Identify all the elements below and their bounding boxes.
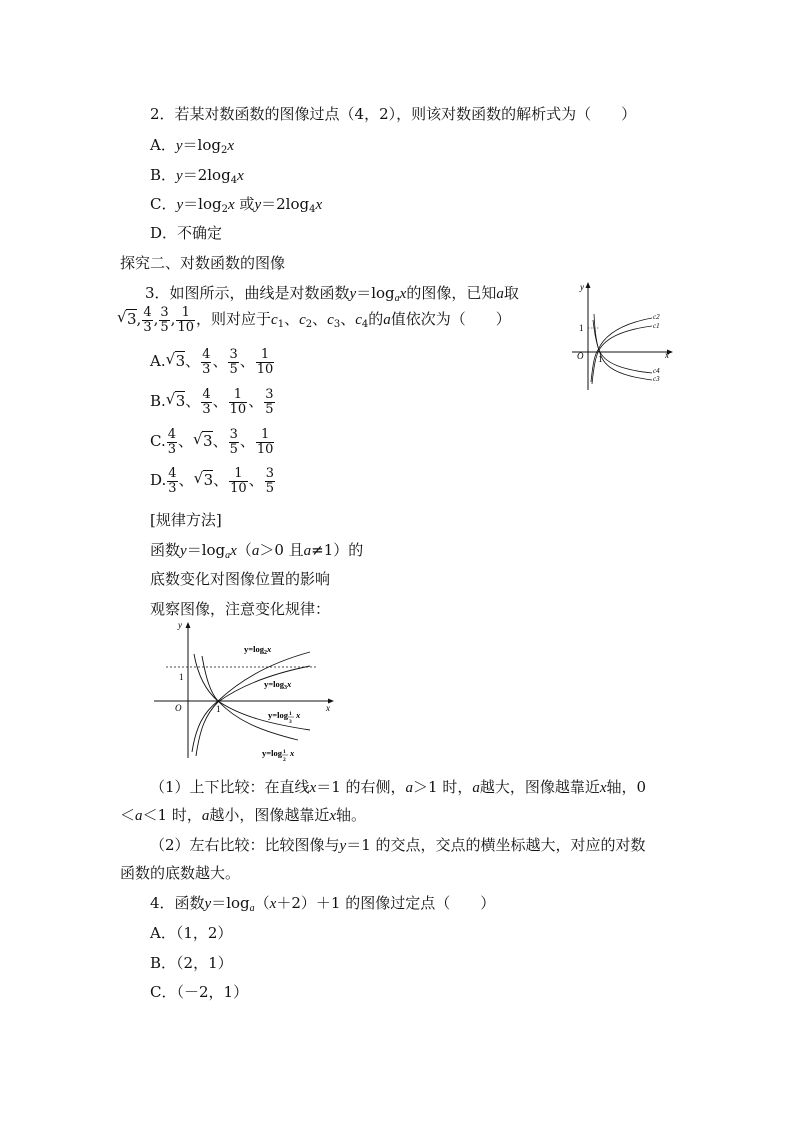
q4-option-c: C．（－2，1）: [150, 983, 249, 1001]
label-c3: c3: [653, 375, 660, 383]
rule2-line1: （2）左右比较：比较图像与y＝1 的交点，交点的横坐标越大，对应的对数: [150, 836, 646, 854]
y-tick-one: 1: [179, 672, 184, 682]
label-log-one-third-x: x: [296, 710, 301, 720]
curve-log3: [196, 666, 310, 756]
q2-option-b: B．$y=2\log_4x$: [150, 166, 244, 186]
y-axis-arrow: [586, 282, 591, 288]
origin-label: O: [577, 351, 584, 361]
label-log2: $y=\log_2x$: [244, 644, 272, 656]
q3-option-c: C. $\frac{4}{3}$ 、 √ 3、 $\frac{3}{5}$ 、 $\frac{1}{10}$: [150, 426, 274, 457]
section-title: 探究二、对数函数的图像: [120, 254, 286, 272]
q3-stem-line1: 3．如图所示，曲线是对数函数$y=\log_ax$的图像，已知a取: [145, 284, 519, 304]
log-base-comparison-figure: [148, 616, 348, 762]
label-log-one-third-num: 1: [289, 711, 292, 717]
q2-option-c: C．$y=\log_2x$ 或$y=2\log_4x$: [150, 195, 323, 215]
method-line1: 函数$y=\log_ax(a>0$ 且a≠1）的: [150, 541, 364, 561]
label-log-one-half: y=log: [262, 748, 282, 758]
method-tag: [规律方法]: [150, 511, 222, 529]
x-axis-label: x: [326, 703, 330, 713]
x-tick-one: 1: [598, 354, 603, 364]
label-c4: c4: [653, 367, 660, 375]
method-line3: 观察图像，注意变化规律：: [150, 600, 331, 618]
q3-stem-line2: √ 3, $\frac{4}{3}$ , $\frac{3}{5}$ , $\frac{1}{10}$ ，则对应于$c_1$、$c_2$、$c_3$、$c_4$的a值依次为（ ）: [117, 304, 511, 335]
y-tick-one: 1: [579, 323, 584, 333]
rule1-line2: ＜a＜1 时，a越小，图像越靠近x轴。: [120, 806, 367, 824]
q3-option-d: D. $\frac{4}{3}$ 、 √ 3、 $\frac{1}{10}$ 、 $\frac{3}{5}$: [150, 465, 274, 496]
x-tick-one: 1: [216, 704, 221, 714]
label-log3: $y=\log_3x$: [264, 679, 292, 691]
rule2-line2: 函数的底数越大。: [120, 864, 241, 882]
curve-log-one-half: [202, 656, 298, 740]
label-c2: c2: [653, 313, 660, 321]
q4-option-a: A．（1，2）: [150, 924, 233, 942]
label-log-one-half-x: x: [290, 748, 295, 758]
origin-label: O: [175, 703, 182, 713]
method-line2: 底数变化对图像位置的影响: [150, 570, 331, 588]
y-axis-arrow: [186, 622, 191, 628]
curve-c3: [594, 314, 652, 380]
log-curves-figure: [560, 278, 680, 394]
label-c1: c1: [653, 322, 660, 330]
label-log-one-third: y=log: [268, 710, 288, 720]
label-log-one-third-den: 3: [289, 719, 292, 725]
q2-option-d: D．不确定: [150, 224, 223, 242]
curve-log-one-third: [194, 654, 310, 730]
q2-stem: 2．若某对数函数的图像过点（4，2），则该对数函数的解析式为（ ）: [150, 105, 637, 123]
x-axis-label: x: [665, 350, 669, 360]
label-log-one-half-den: 2: [283, 757, 286, 762]
y-axis-label: y: [580, 282, 584, 292]
q2-option-a: A．$y=\log_2x$: [150, 136, 234, 156]
y-axis-label: y: [178, 620, 182, 630]
q3-option-a: A. √ 3、 $\frac{4}{3}$ 、 $\frac{3}{5}$ 、 $\frac{1}{10}$: [150, 346, 274, 377]
q4-stem: 4．函数$y=\log_a(x+2)+1$ 的图像过定点（ ）: [150, 894, 496, 914]
label-log-one-half-num: 1: [283, 749, 286, 755]
q4-option-b: B．（2，1）: [150, 954, 233, 972]
q3-option-b: B. √ 3、 $\frac{4}{3}$ 、 $\frac{1}{10}$ 、 $\frac{3}{5}$: [150, 386, 274, 417]
rule1-line1: （1）上下比较：在直线x＝1 的右侧，a＞1 时，a越大，图像越靠近x轴，0: [150, 778, 647, 796]
